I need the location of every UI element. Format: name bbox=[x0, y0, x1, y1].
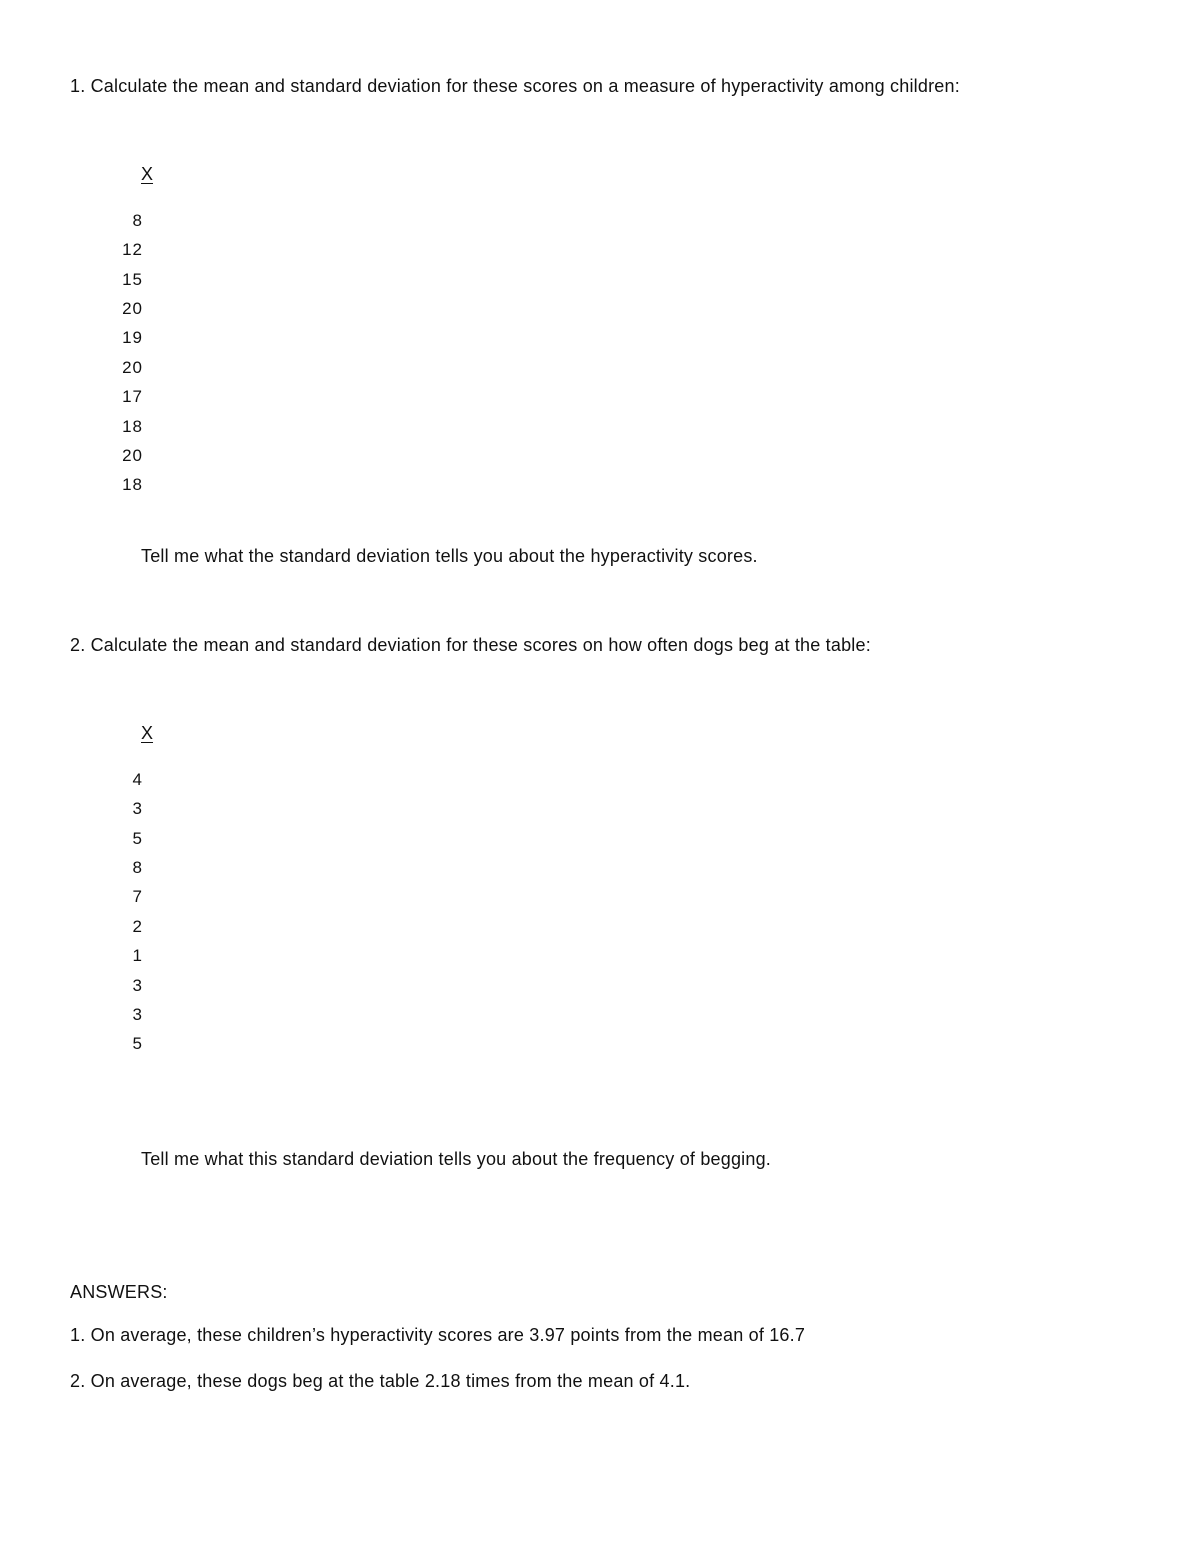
list-item: 20 bbox=[122, 446, 143, 465]
list-item: 1 bbox=[132, 946, 143, 965]
question-1-prompt: 1. Calculate the mean and standard deviation for these scores on a measure of hyperactivity among children: bbox=[70, 76, 960, 96]
list-item: 18 bbox=[122, 475, 143, 494]
list-item: 12 bbox=[122, 240, 143, 259]
list-item: 8 bbox=[132, 211, 143, 230]
answer-1: 1. On average, these children’s hyperactivity scores are 3.97 points from the mean of 16.7 bbox=[70, 1325, 806, 1345]
list-item: 7 bbox=[132, 887, 143, 906]
answer-2: 2. On average, these dogs beg at the table 2.18 times from the mean of 4.1. bbox=[70, 1371, 691, 1391]
list-item: 3 bbox=[132, 799, 143, 818]
list-item: 15 bbox=[122, 270, 143, 289]
list-item: 4 bbox=[132, 770, 143, 789]
question-2-prompt: 2. Calculate the mean and standard deviation for these scores on how often dogs beg at the table: bbox=[70, 635, 871, 655]
list-item: 5 bbox=[132, 829, 143, 848]
list-item: 19 bbox=[122, 328, 143, 347]
list-item: 5 bbox=[132, 1034, 143, 1053]
list-item: 20 bbox=[122, 358, 143, 377]
question-1-followup: Tell me what the standard deviation tells you about the hyperactivity scores. bbox=[141, 546, 758, 566]
answers-heading: ANSWERS: bbox=[70, 1282, 168, 1302]
question-1-column-header: X bbox=[141, 164, 154, 184]
list-item: 17 bbox=[122, 387, 143, 406]
question-2-column-header: X bbox=[141, 723, 154, 743]
list-item: 8 bbox=[132, 858, 143, 877]
list-item: 18 bbox=[122, 417, 143, 436]
list-item: 20 bbox=[122, 299, 143, 318]
list-item: 2 bbox=[132, 917, 143, 936]
list-item: 3 bbox=[132, 976, 143, 995]
list-item: 3 bbox=[132, 1005, 143, 1024]
question-2-followup: Tell me what this standard deviation tells you about the frequency of begging. bbox=[141, 1149, 771, 1169]
